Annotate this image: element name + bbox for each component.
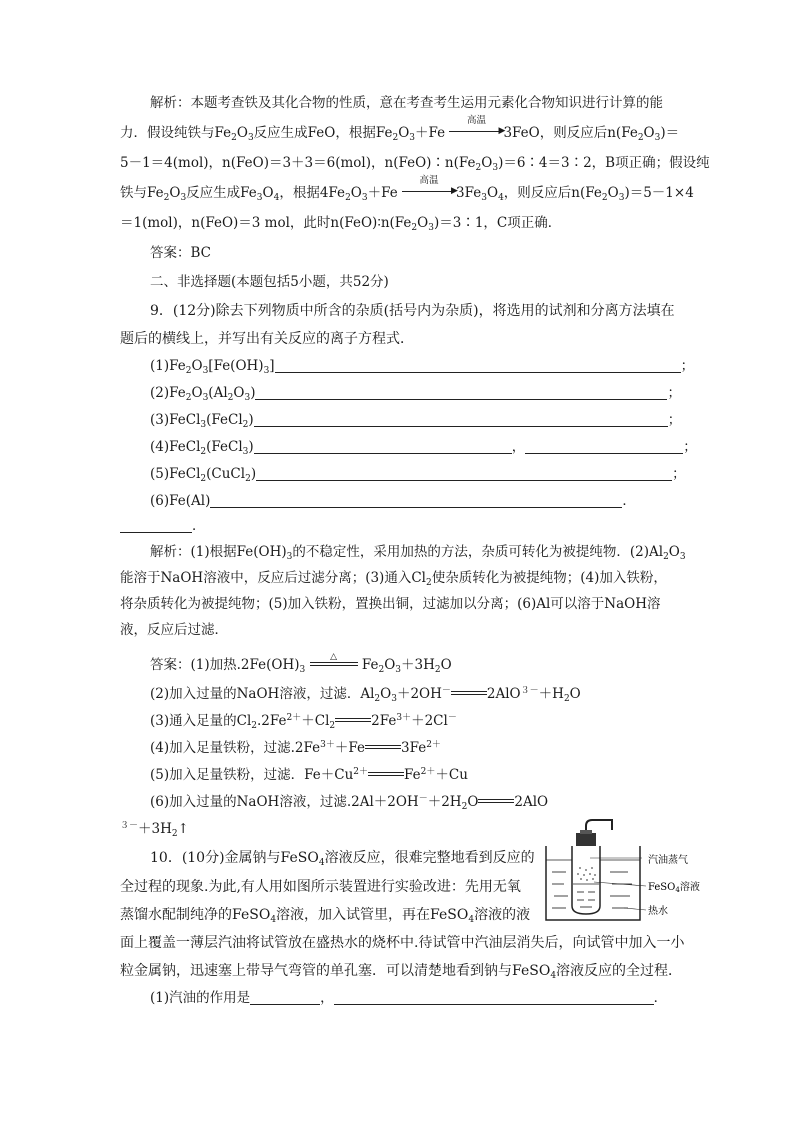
answer-6: (6)加入过量的NaOH溶液，过滤$.2Al+2OH^-+2H_2O$ 2AlO <box>150 794 549 812</box>
answer-4: (4)加入足量铁粉，过滤$.2Fe^{3+}+Fe$ $3Fe^{2+}$ <box>150 740 441 756</box>
answer-3: (3)通入足量的$Cl_2.2Fe^{2+}+Cl_2$ $2Fe^{3+}+2Cl^-$ <box>150 713 457 731</box>
section-heading: 二、非选择题(本题包括5小题，共52分) <box>150 274 389 290</box>
question-9-line2: 题后的横线上，并写出有关反应的离子方程式． <box>120 331 414 347</box>
question-10-line: 蒸馏水配制纯净的FeSO$_4$溶液，加入试管里，再在FeSO$_4$溶液的液 <box>120 907 531 925</box>
q9-item-1: $(1)Fe_2O_3[Fe(OH)_3]$ ； <box>150 358 695 376</box>
equals-sign <box>478 794 514 808</box>
answer-6-cont: $^{3-}+3H_2↑$ <box>120 821 189 839</box>
analysis-line: 解析：(1)根据$Fe(OH)_3$的不稳定性，采用加热的方法，杂质可转化为被提纯物．$(2)Al_2O_3$ <box>150 544 686 562</box>
label-feso4-solution: FeSO$_4$溶液 <box>648 882 700 894</box>
answer-blank[interactable] <box>210 493 622 508</box>
q9-item-3: (3)FeCl$_3$(FeCl$_2$) ； <box>150 412 682 430</box>
answer-blank[interactable] <box>525 439 683 454</box>
answer-blank[interactable] <box>334 990 654 1005</box>
question-10: 10．(10分)金属钠与FeSO$_4$溶液反应，很难完整地看到反应的 <box>150 850 535 868</box>
explanation-line: 5－1＝4(mol)，n(FeO)＝3＋3＝6(mol)，$n(FeO)∶n(Fe_2O_3)=6∶4=3∶2$，B项正确；假设纯 <box>120 155 710 173</box>
equals-sign <box>368 767 404 781</box>
answer-2: (2)加入过量的NaOH溶液，过滤．$Al_2O_3+2OH^-$ $2AlO^{3-}+H_2O$ <box>150 686 581 704</box>
heat-equals: △ <box>310 657 358 671</box>
explanation-line: ＝1(mol)，n(FeO)＝3 mol，此时$n(FeO)∶n(Fe_2O_3)=3∶1$，C项正确． <box>120 215 562 233</box>
answer-bc: 答案：BC <box>150 245 212 261</box>
answer-blank[interactable] <box>256 466 672 481</box>
stopper <box>576 833 596 846</box>
test-tube <box>572 846 600 914</box>
answer-blank[interactable] <box>254 412 668 427</box>
q10-subquestion-1: (1)汽油的作用是 ， ． <box>150 990 668 1006</box>
q9-item-6: (6)Fe(Al) ． <box>150 493 636 509</box>
question-10-line: 全过程的现象.为此,有人用如图所示装置进行实验改进：先用无氧 <box>120 879 521 895</box>
equals-sign <box>365 740 401 754</box>
q9-item-2: $(2)Fe_2O_3(Al_2O_3)$ ； <box>150 385 681 403</box>
explanation-line: 解析：本题考查铁及其化合物的性质，意在考查考生运用元素化合物知识进行计算的能 <box>150 95 663 111</box>
equals-sign <box>451 686 487 700</box>
analysis-line: 能溶于NaOH溶液中，反应后过滤分离；(3)通入$Cl_2$使杂质转化为被提纯物；(4)加入铁粉， <box>120 570 667 588</box>
q9-item-4: (4)FeCl$_2$(FeCl$_3$) ， ； <box>150 439 697 457</box>
analysis-line: 将杂质转化为被提纯物；(5)加入铁粉，置换出铜，过滤加以分离；(6)Al可以溶于NaOH溶 <box>120 596 661 612</box>
analysis-line: 液，反应后过滤． <box>120 622 228 638</box>
high-temp-arrow: 高温 ▶ <box>449 123 503 139</box>
q9-item-6-cont: ． <box>120 516 206 536</box>
answer-blank[interactable] <box>120 518 192 533</box>
answer-1: 答案：(1)加热$.2Fe(OH)_3$ △ $Fe_2O_3+3H_2O$ <box>150 652 452 675</box>
question-9: 9．(12分)除去下列物质中所含的杂质(括号内为杂质)，将选用的试剂和分离方法填在 <box>150 303 675 319</box>
answer-blank[interactable] <box>254 439 512 454</box>
question-10-line: 面上覆盖一薄层汽油将试管放在盛热水的烧杯中.待试管中汽油层消失后，向试管中加入一小 <box>120 935 685 951</box>
high-temp-arrow: 高温 ▶ <box>402 183 456 199</box>
label-gasoline-vapor: 汽油蒸气 <box>648 855 688 866</box>
explanation-line: 铁与$Fe_2O_3$反应生成$Fe_3O_4$，根据$4Fe_2O_3+Fe$ 高温 ▶ $3Fe_3O_4$，则反应后$n(Fe_2O_3)=5-1\times 4$ <box>120 175 694 203</box>
question-10-line: 粒金属钠，迅速塞上带导气弯管的单孔塞．可以清楚地看到钠与FeSO$_4$溶液反应的全过程． <box>120 963 683 981</box>
apparatus-figure <box>542 812 700 924</box>
equals-sign <box>335 713 371 727</box>
label-hot-water: 热水 <box>648 906 668 917</box>
answer-5: (5)加入足量铁粉，过滤．$Fe+Cu^{2+}$ $Fe^{2+}+Cu$ <box>150 767 468 783</box>
answer-blank[interactable] <box>255 385 667 400</box>
answer-blank[interactable] <box>275 358 681 373</box>
explanation-line: 力．假设纯铁与$Fe_2O_3$反应生成FeO，根据$Fe_2O_3+Fe$ 高温 ▶ 3FeO，则反应后$n(Fe_2O_3)=$ <box>120 115 680 143</box>
q9-item-5: (5)FeCl$_2$(CuCl$_2$) ； <box>150 466 686 484</box>
answer-blank[interactable] <box>250 990 320 1005</box>
